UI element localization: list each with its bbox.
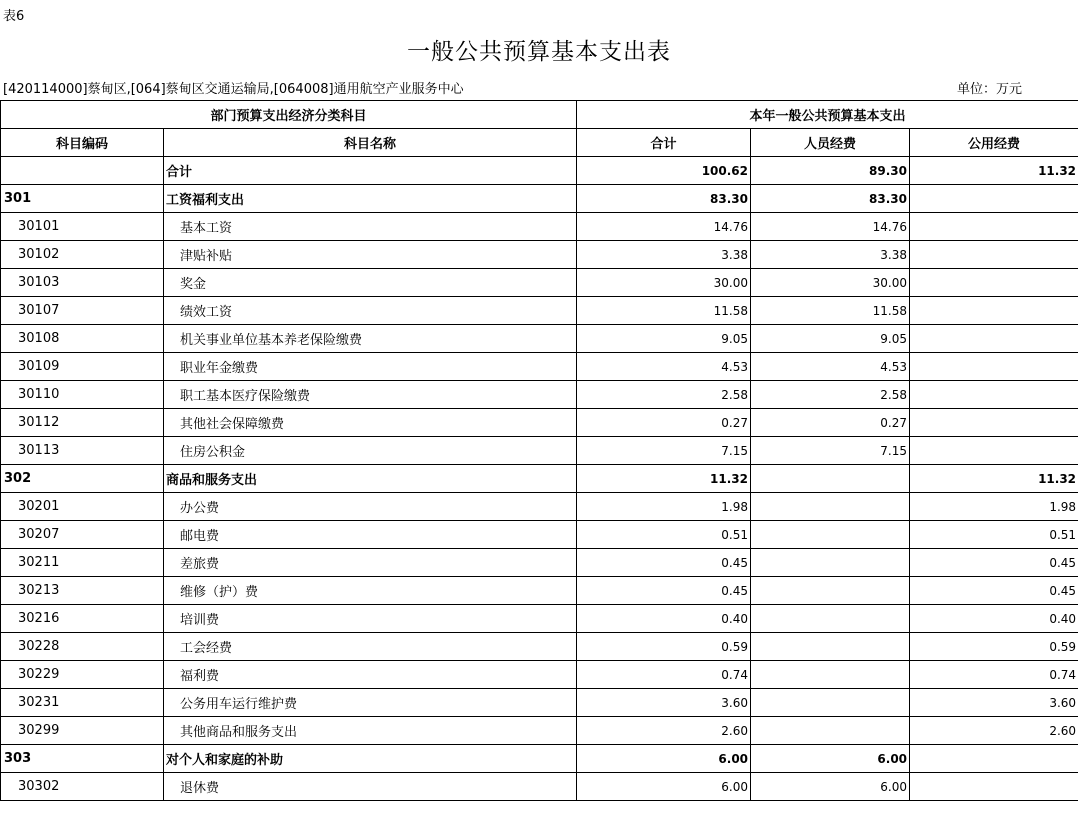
cell-personnel: 6.00 bbox=[751, 745, 910, 773]
cell-code: 30201 bbox=[1, 493, 164, 521]
cell-total: 3.38 bbox=[577, 241, 751, 269]
cell-name: 住房公积金 bbox=[164, 437, 577, 465]
cell-name: 维修（护）费 bbox=[164, 577, 577, 605]
cell-personnel: 11.58 bbox=[751, 297, 910, 325]
cell-personnel bbox=[751, 577, 910, 605]
cell-personnel: 14.76 bbox=[751, 213, 910, 241]
table-row bbox=[1, 745, 1078, 773]
cell-total: 0.74 bbox=[577, 661, 751, 689]
cell-total: 6.00 bbox=[577, 745, 751, 773]
cell-total: 100.62 bbox=[577, 157, 751, 185]
table-row bbox=[1, 297, 1078, 325]
table-row bbox=[1, 213, 1078, 241]
cell-total: 11.32 bbox=[577, 465, 751, 493]
cell-name: 合计 bbox=[164, 157, 577, 185]
cell-code: 30107 bbox=[1, 297, 164, 325]
table-row bbox=[1, 241, 1078, 269]
cell-name: 奖金 bbox=[164, 269, 577, 297]
cell-code: 30110 bbox=[1, 381, 164, 409]
table-row bbox=[1, 493, 1078, 521]
cell-public: 2.60 bbox=[910, 717, 1078, 745]
cell-code: 30231 bbox=[1, 689, 164, 717]
column-header-code: 科目编码 bbox=[1, 129, 164, 157]
cell-public bbox=[910, 297, 1078, 325]
cell-code: 30299 bbox=[1, 717, 164, 745]
cell-code: 30228 bbox=[1, 633, 164, 661]
cell-public: 11.32 bbox=[910, 157, 1078, 185]
cell-name: 职工基本医疗保险缴费 bbox=[164, 381, 577, 409]
cell-personnel bbox=[751, 493, 910, 521]
cell-total: 0.45 bbox=[577, 577, 751, 605]
column-header-name: 科目名称 bbox=[164, 129, 577, 157]
cell-personnel bbox=[751, 521, 910, 549]
cell-personnel: 9.05 bbox=[751, 325, 910, 353]
table-row bbox=[1, 605, 1078, 633]
cell-code: 302 bbox=[1, 465, 164, 493]
cell-public bbox=[910, 269, 1078, 297]
cell-code: 30112 bbox=[1, 409, 164, 437]
cell-public bbox=[910, 325, 1078, 353]
cell-name: 职业年金缴费 bbox=[164, 353, 577, 381]
cell-name: 邮电费 bbox=[164, 521, 577, 549]
table-row bbox=[1, 521, 1078, 549]
cell-name: 差旅费 bbox=[164, 549, 577, 577]
cell-code: 30101 bbox=[1, 213, 164, 241]
cell-total: 2.58 bbox=[577, 381, 751, 409]
cell-public bbox=[910, 773, 1078, 801]
cell-personnel: 30.00 bbox=[751, 269, 910, 297]
cell-public bbox=[910, 185, 1078, 213]
cell-code: 30108 bbox=[1, 325, 164, 353]
cell-total: 7.15 bbox=[577, 437, 751, 465]
table-row bbox=[1, 409, 1078, 437]
cell-name: 机关事业单位基本养老保险缴费 bbox=[164, 325, 577, 353]
cell-total: 0.45 bbox=[577, 549, 751, 577]
cell-public bbox=[910, 437, 1078, 465]
cell-code: 30103 bbox=[1, 269, 164, 297]
cell-public: 0.45 bbox=[910, 577, 1078, 605]
cell-name: 工会经费 bbox=[164, 633, 577, 661]
cell-code: 30207 bbox=[1, 521, 164, 549]
cell-personnel: 4.53 bbox=[751, 353, 910, 381]
cell-total: 1.98 bbox=[577, 493, 751, 521]
unit-label: 单位：万元 bbox=[957, 82, 1023, 97]
cell-public: 0.45 bbox=[910, 549, 1078, 577]
cell-code: 301 bbox=[1, 185, 164, 213]
table-row bbox=[1, 689, 1078, 717]
column-header-personnel: 人员经费 bbox=[751, 129, 910, 157]
cell-name: 商品和服务支出 bbox=[164, 465, 577, 493]
table-row bbox=[1, 325, 1078, 353]
cell-personnel: 6.00 bbox=[751, 773, 910, 801]
cell-name: 培训费 bbox=[164, 605, 577, 633]
cell-personnel bbox=[751, 689, 910, 717]
cell-personnel: 3.38 bbox=[751, 241, 910, 269]
page-title: 一般公共预算基本支出表 bbox=[407, 39, 671, 65]
table-row bbox=[1, 269, 1078, 297]
cell-total: 0.51 bbox=[577, 521, 751, 549]
cell-name: 办公费 bbox=[164, 493, 577, 521]
cell-code: 30302 bbox=[1, 773, 164, 801]
table-row bbox=[1, 633, 1078, 661]
table-row bbox=[1, 577, 1078, 605]
cell-total: 0.27 bbox=[577, 409, 751, 437]
cell-name: 津贴补贴 bbox=[164, 241, 577, 269]
cell-public bbox=[910, 381, 1078, 409]
cell-code: 30216 bbox=[1, 605, 164, 633]
cell-total: 0.40 bbox=[577, 605, 751, 633]
cell-name: 公务用车运行维护费 bbox=[164, 689, 577, 717]
cell-name: 工资福利支出 bbox=[164, 185, 577, 213]
cell-name: 其他社会保障缴费 bbox=[164, 409, 577, 437]
cell-personnel: 2.58 bbox=[751, 381, 910, 409]
cell-personnel bbox=[751, 605, 910, 633]
cell-public: 3.60 bbox=[910, 689, 1078, 717]
cell-total: 6.00 bbox=[577, 773, 751, 801]
cell-code: 30211 bbox=[1, 549, 164, 577]
cell-total: 3.60 bbox=[577, 689, 751, 717]
cell-name: 其他商品和服务支出 bbox=[164, 717, 577, 745]
budget-table bbox=[0, 100, 1078, 801]
group-header-classification: 部门预算支出经济分类科目 bbox=[1, 101, 577, 129]
cell-total: 11.58 bbox=[577, 297, 751, 325]
cell-total: 4.53 bbox=[577, 353, 751, 381]
table-row bbox=[1, 353, 1078, 381]
cell-total: 9.05 bbox=[577, 325, 751, 353]
table-body bbox=[1, 157, 1078, 801]
cell-personnel bbox=[751, 549, 910, 577]
table-row bbox=[1, 549, 1078, 577]
cell-public: 0.59 bbox=[910, 633, 1078, 661]
cell-name: 基本工资 bbox=[164, 213, 577, 241]
cell-total: 14.76 bbox=[577, 213, 751, 241]
column-header-public: 公用经费 bbox=[910, 129, 1078, 157]
cell-name: 对个人和家庭的补助 bbox=[164, 745, 577, 773]
cell-public: 0.74 bbox=[910, 661, 1078, 689]
cell-personnel: 7.15 bbox=[751, 437, 910, 465]
unit-info: [420114000]蔡甸区,[064]蔡甸区交通运输局,[064008]通用航空产业服务中心 bbox=[3, 82, 464, 97]
cell-public: 11.32 bbox=[910, 465, 1078, 493]
cell-code: 30229 bbox=[1, 661, 164, 689]
cell-public bbox=[910, 213, 1078, 241]
cell-public: 0.51 bbox=[910, 521, 1078, 549]
cell-public bbox=[910, 241, 1078, 269]
table-number: 表6 bbox=[3, 9, 25, 24]
cell-code: 303 bbox=[1, 745, 164, 773]
table-row bbox=[1, 185, 1078, 213]
cell-name: 福利费 bbox=[164, 661, 577, 689]
table-row bbox=[1, 773, 1078, 801]
cell-total: 30.00 bbox=[577, 269, 751, 297]
group-header-basic-expenditure: 本年一般公共预算基本支出 bbox=[577, 101, 1078, 129]
table-row bbox=[1, 661, 1078, 689]
cell-code bbox=[1, 157, 164, 185]
cell-name: 退休费 bbox=[164, 773, 577, 801]
cell-personnel: 83.30 bbox=[751, 185, 910, 213]
cell-code: 30113 bbox=[1, 437, 164, 465]
cell-public: 1.98 bbox=[910, 493, 1078, 521]
cell-total: 83.30 bbox=[577, 185, 751, 213]
cell-personnel bbox=[751, 717, 910, 745]
table-row bbox=[1, 717, 1078, 745]
cell-code: 30213 bbox=[1, 577, 164, 605]
cell-total: 2.60 bbox=[577, 717, 751, 745]
cell-public bbox=[910, 353, 1078, 381]
table-row bbox=[1, 381, 1078, 409]
table-row bbox=[1, 465, 1078, 493]
cell-personnel bbox=[751, 633, 910, 661]
cell-public: 0.40 bbox=[910, 605, 1078, 633]
cell-personnel bbox=[751, 465, 910, 493]
cell-code: 30109 bbox=[1, 353, 164, 381]
table-row bbox=[1, 437, 1078, 465]
cell-name: 绩效工资 bbox=[164, 297, 577, 325]
cell-personnel: 0.27 bbox=[751, 409, 910, 437]
cell-public bbox=[910, 745, 1078, 773]
cell-code: 30102 bbox=[1, 241, 164, 269]
cell-personnel bbox=[751, 661, 910, 689]
column-header-total: 合计 bbox=[577, 129, 751, 157]
cell-personnel: 89.30 bbox=[751, 157, 910, 185]
cell-total: 0.59 bbox=[577, 633, 751, 661]
table-row bbox=[1, 157, 1078, 185]
cell-public bbox=[910, 409, 1078, 437]
